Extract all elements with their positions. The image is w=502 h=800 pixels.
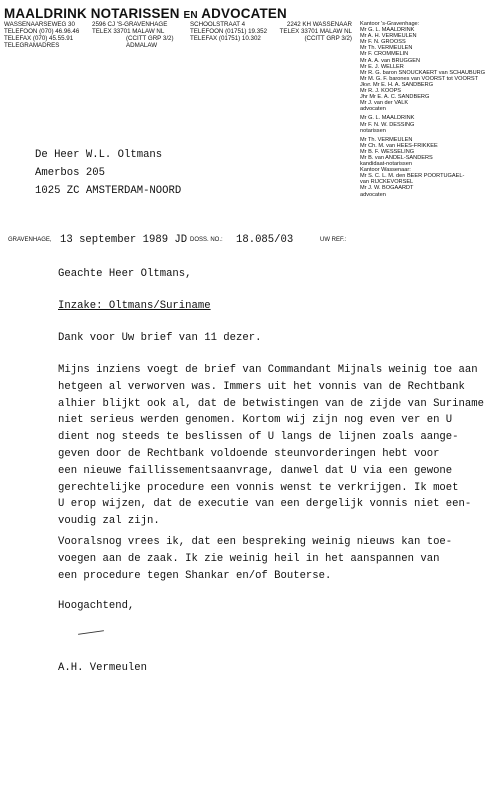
partner-line: notarissen <box>360 127 386 134</box>
partner-line: Mr R. J. KOOPS <box>360 88 402 95</box>
partner-line: Mr A. A. van BRUGGEN <box>360 57 420 64</box>
address-column-4 <box>272 22 352 43</box>
partner-line: Kantoor Wassenaar: <box>360 167 411 174</box>
partner-line: advocaten <box>360 191 386 198</box>
partner-line: Jkvr. Mr E. H. A. SANDBERG <box>360 81 434 88</box>
signature-mark <box>78 630 104 635</box>
signer-name: A.H. Vermeulen <box>58 662 148 674</box>
partner-line: Mr A. H. VERMEULEN <box>360 33 417 40</box>
salutation: Geachte Heer Oltmans, <box>58 268 192 280</box>
telex-line: TELEX 33701 MALAW NL <box>92 27 165 35</box>
partner-line: Mr F. N. GROOSS <box>360 39 406 46</box>
telex-line: TELEX 33701 MALAW NL <box>279 27 352 35</box>
address-column-2 <box>92 22 174 50</box>
text-line: Vooralsnog vrees ik, dat een bespreking weinig nieuws kan toe- <box>58 536 453 548</box>
partner-line: Mr F. N. W. DESSING <box>360 121 415 128</box>
paragraph-1: Dank voor Uw brief van 11 dezer. <box>58 332 262 344</box>
letter-date: 13 september 1989 JD <box>60 234 188 246</box>
partner-line: advocaten <box>360 106 386 113</box>
recipient-name: De Heer W.L. Oltmans <box>35 149 163 161</box>
firm-name-part1: MAALDRINK NOTARISSEN <box>4 6 180 21</box>
dossier-number: 18.085/03 <box>236 234 294 246</box>
partner-line: Kantoor 's-Gravenhage: <box>360 21 420 27</box>
subject-line: Inzake: Oltmans/Suriname <box>58 300 211 312</box>
text-line: niet serieus werden genomen. Kortom wij zijn nog even ver en U <box>58 414 453 427</box>
dossier-label: DOSS. NO.: <box>190 237 223 243</box>
address-line: WASSENAARSEWEG 30 <box>4 21 75 28</box>
text-line: dient nog steeds te beslissen of U langs de lijnen zoals aange- <box>58 431 459 444</box>
partner-line: Mr M. G. F. barones van VOORST tot VOORST <box>360 75 479 82</box>
text-line: alhier blijkt ook al, dat de betwistingen van de zijde van Suriname <box>58 397 484 410</box>
partner-line: Mr Th. VERMEULEN <box>360 45 413 52</box>
recipient-street: Amerbos 205 <box>35 167 105 179</box>
phone-line: TELEFOON (01751) 19.352 <box>190 27 268 35</box>
partner-line: Mr G. L. MAALDRINK <box>360 115 415 122</box>
partner-line: Mr Th. VERMEULEN <box>360 136 413 143</box>
text-line: U erop wijzen, dat de executie van een dergelijk vonnis niet een- <box>58 498 472 511</box>
closing: Hoogachtend, <box>58 600 135 612</box>
text-line: voegen aan de zaak. Ik zie weinig heil in het aanspannen van <box>58 552 440 565</box>
ccitt-line: (CCITT GRP 3/2) <box>126 34 174 42</box>
ccitt-line: (CCITT GRP 3/2) <box>304 34 352 42</box>
partner-line: Jhr Mr E. A. C. SANDBERG <box>360 94 430 101</box>
address-column-3 <box>190 22 267 43</box>
firm-name-part2: ADVOCATEN <box>201 6 287 21</box>
partner-line: Mr F. CROMMELIN <box>360 51 409 58</box>
partner-line: kandidaat-notarissen <box>360 161 412 168</box>
text-line: Mijns inziens voegt de brief van Commandant Mijnals weinig toe aan <box>58 364 478 376</box>
fax-line: TELEFAX (01751) 10.302 <box>190 34 261 42</box>
your-ref-label: UW REF.: <box>320 237 347 243</box>
text-line: een nieuwe faillissementsaanvrage, danwel dat U via een gewone <box>58 464 453 477</box>
telegram-line: TELEGRAMADRES <box>4 41 60 49</box>
recipient-address <box>35 146 181 200</box>
partner-line: Mr E. J. WELLER <box>360 63 404 70</box>
text-line: geven door de Rechtbank voldoende steunvorderingen hebt voor <box>58 447 440 460</box>
partner-line: Mr J. W. BOGAARDT <box>360 185 414 192</box>
text-line: voudig zal zijn. <box>58 515 160 528</box>
partner-line: van RIJCKEVORSEL <box>360 179 414 186</box>
partner-list <box>360 21 500 198</box>
place-label: GRAVENHAGE, <box>8 237 52 243</box>
firm-name <box>4 6 366 21</box>
partner-line: Mr R. G. baron SNOUCKAERT van SCHAUBURG <box>360 69 486 76</box>
paragraph-2 <box>58 362 484 530</box>
city-line: 2596 CJ 'S-GRAVENHAGE <box>92 21 168 28</box>
recipient-city: 1025 ZC AMSTERDAM-NOORD <box>35 185 182 197</box>
partner-line: Mr J. van der VALK <box>360 100 409 107</box>
text-line: een procedure tegen Shankar en/of Bouterse. <box>58 569 332 582</box>
fax-line: TELEFAX (070) 45.55.91 <box>4 34 74 42</box>
address-column-1 <box>4 22 79 50</box>
partner-line: Mr B. F. WESSELING <box>360 148 415 155</box>
partner-line: Mr S. C. L. M. den BEER POORTUGAEL- <box>360 173 465 180</box>
partner-line: Mr G. L. MAALDRINK <box>360 27 415 34</box>
partner-line: Mr B. van ANDEL-SANDERS <box>360 154 433 161</box>
phone-line: TELEFOON (070) 46.96.46 <box>4 27 80 35</box>
partner-line: Mr Ch. M. van HEES-FRIKKEE <box>360 142 438 149</box>
paragraph-3 <box>58 534 452 584</box>
date-reference-row <box>8 234 358 248</box>
telegram-address: ADMALAW <box>126 41 158 49</box>
firm-name-en: EN <box>183 10 198 21</box>
text-line: gerechtelijke procedure een vonnis wenst te verkrijgen. Ik moet <box>58 481 459 494</box>
address-line: SCHOOLSTRAAT 4 <box>190 21 246 28</box>
city-line: 2242 KH WASSENAAR <box>286 21 352 28</box>
text-line: hetgeen al verworven was. Immers uit het vonnis van de Rechtbank <box>58 380 465 393</box>
